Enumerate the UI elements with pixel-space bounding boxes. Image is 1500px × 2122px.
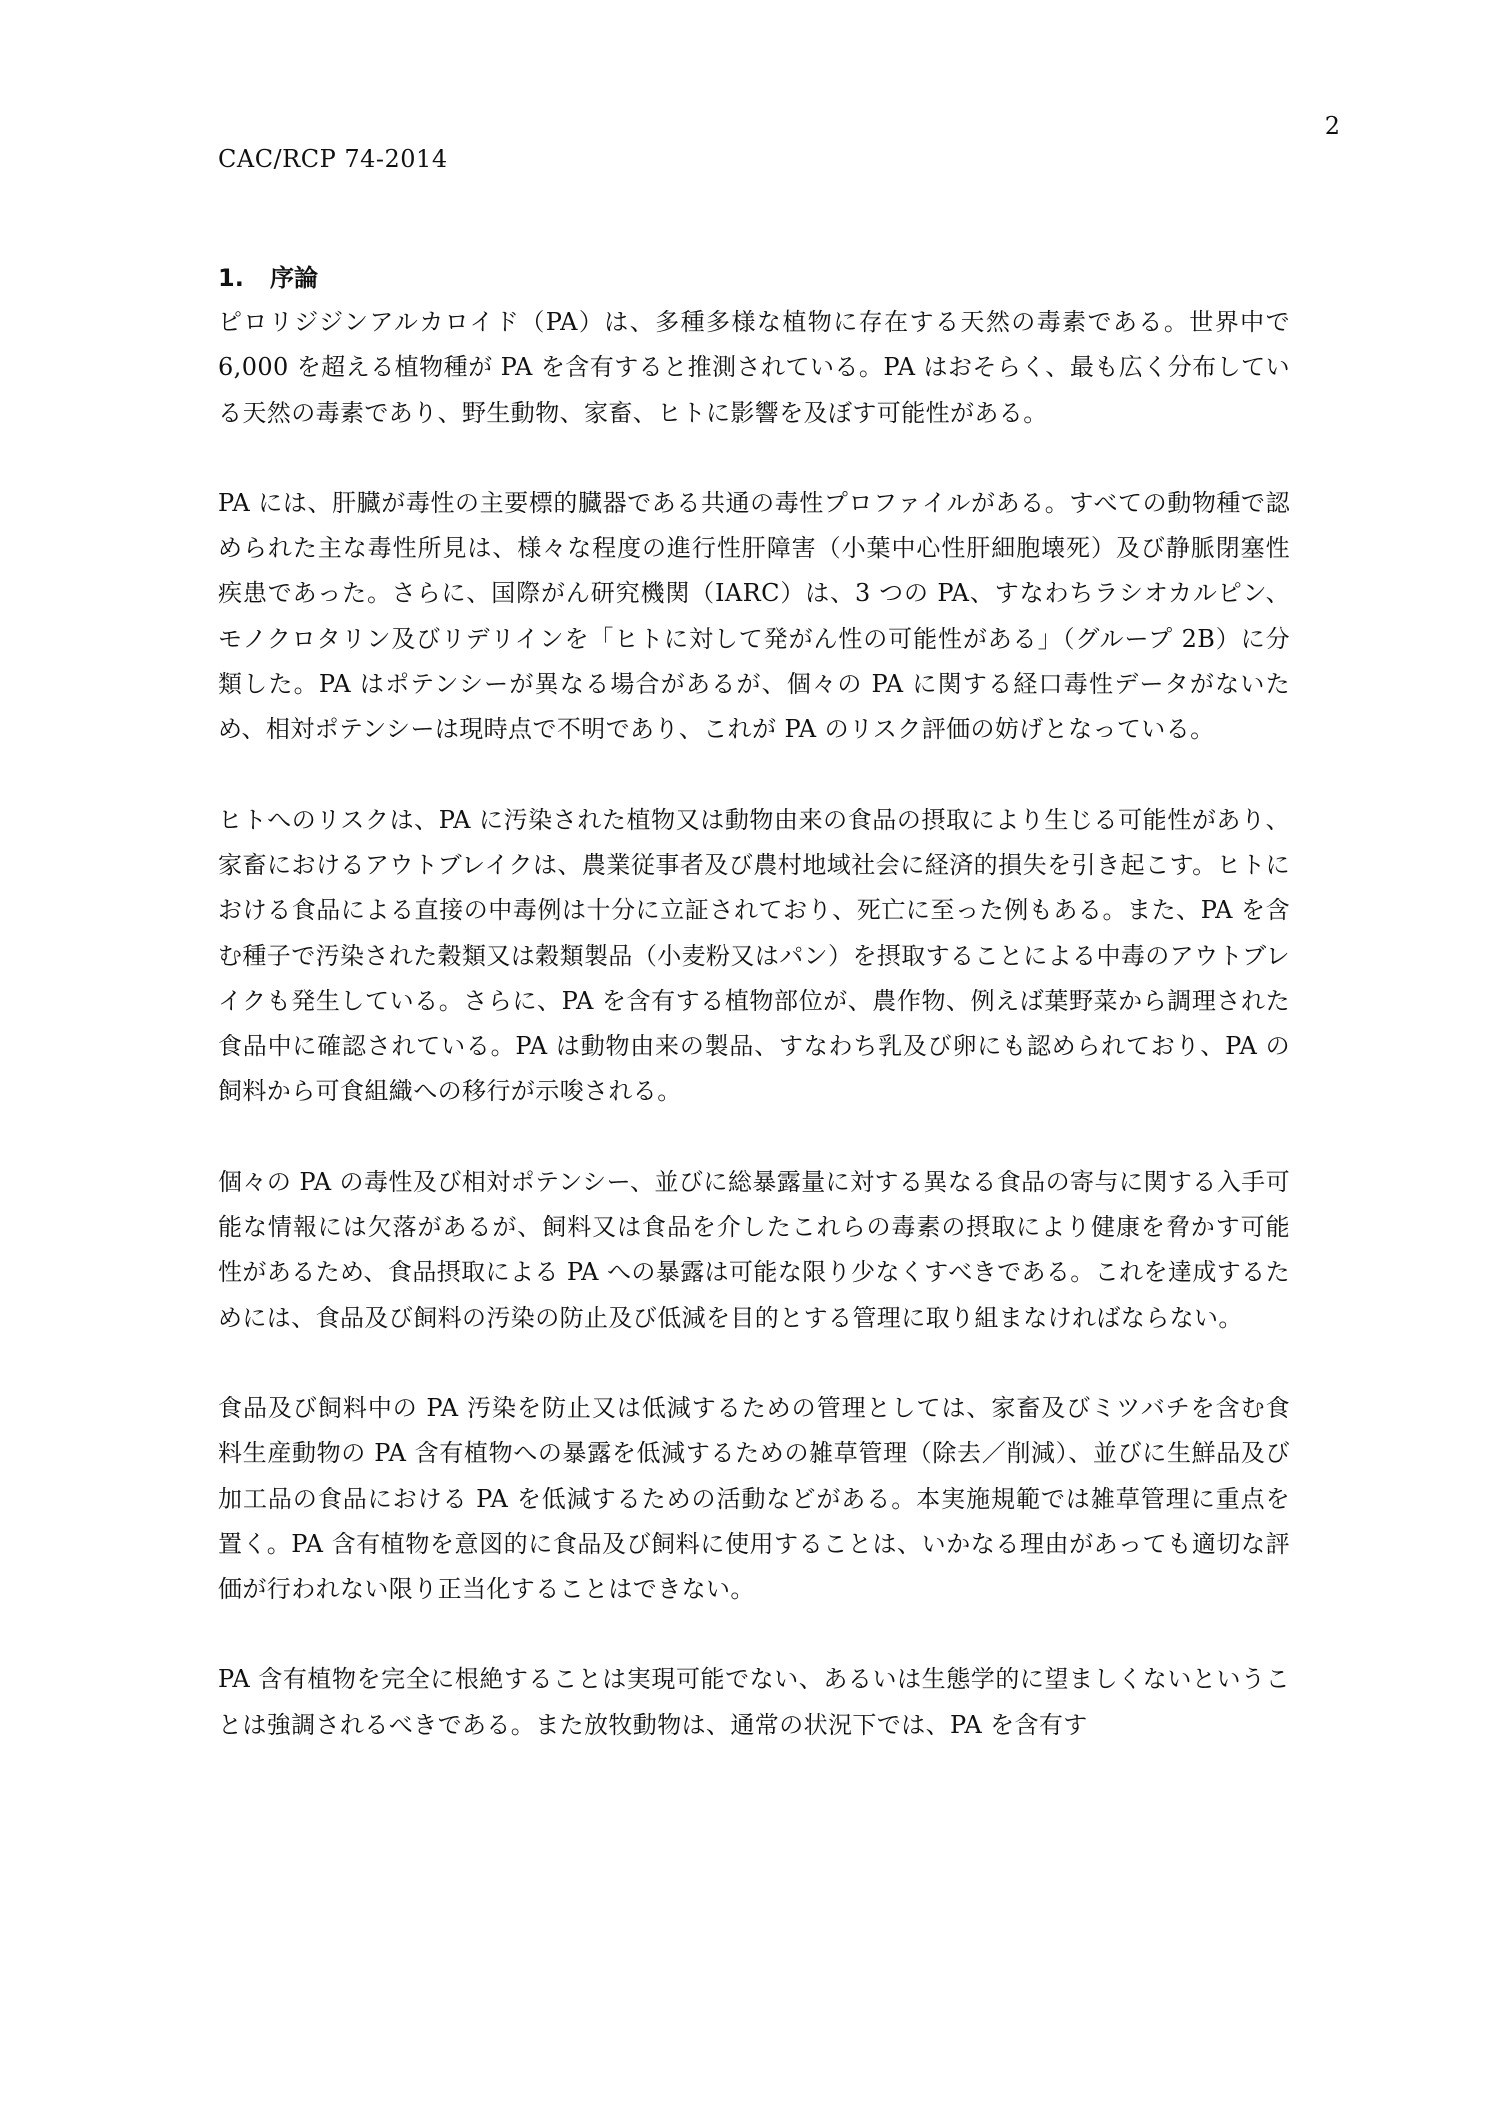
section-heading <box>218 256 1290 300</box>
paragraph-intro: ピロリジジンアルカロイド（PA）は、多種多様な植物に存在する天然の毒素である。世界中で 6,000 を超える植物種が PA を含有すると推測されている。PA はおそらく、最も広く分布している天然の毒素であり、野生動物、家畜、ヒトに影響を及ぼす可能性がある。 <box>218 308 1291 427</box>
page-number: 2 <box>1324 112 1340 140</box>
paragraph-toxicity: PA には、肝臓が毒性の主要標的臓器である共通の毒性プロファイルがある。すべての動物種で認められた主な毒性所見は、様々な程度の進行性肝障害（小葉中心性肝細胞壊死）及び静脈閉塞性疾患であった。さらに、国際がん研究機関（IARC）は、3 つの PA、すなわちラシオカルピン、モノクロタリン及びリデリインを「ヒトに対して発がん性の可能性がある」（グループ 2B）に分類した。PA はポテンシーが異なる場合があるが、個々の PA に関する経口毒性データがないため、相対ポテンシーは現時点で不明であり、これが PA のリスク評価の妨げとなっている。 <box>218 488 1290 744</box>
paragraph-eradication: PA 含有植物を完全に根絶することは実現可能でない、あるいは生態学的に望ましくないということは強調されるべきである。また放牧動物は、通常の状況下では、PA を含有す <box>218 1665 1290 1739</box>
paragraph-exposure: 個々の PA の毒性及び相対ポテンシー、並びに総暴露量に対する異なる食品の寄与に関する入手可能な情報には欠落があるが、飼料又は食品を介したこれらの毒素の摂取により健康を脅かす可能性があるため、食品摂取による PA への暴露は可能な限り少なくすべきである。これを達成するためには、食品及び飼料の汚染の防止及び低減を目的とする管理に取り組まなければならない。 <box>218 1167 1290 1332</box>
paragraph-human-risk: ヒトへのリスクは、PA に汚染された植物又は動物由来の食品の摂取により生じる可能性があり、家畜におけるアウトブレイクは、農業従事者及び農村地域社会に経済的損失を引き起こす。ヒトにおける食品による直接の中毒例は十分に立証されており、死亡に至った例もある。また、PA を含む種子で汚染された穀類又は穀類製品（小麦粉又はパン）を摂取することによる中毒のアウトブレイクも発生している。さらに、PA を含有する植物部位が、農作物、例えば葉野菜から調理された食品中に確認されている。PA は動物由来の製品、すなわち乳及び卵にも認められており、PA の飼料から可食組織への移行が示唆される。 <box>218 805 1290 1106</box>
section-number: 1. <box>218 264 244 292</box>
paragraph-management: 食品及び飼料中の PA 汚染を防止又は低減するための管理としては、家畜及びミツバチを含む食料生産動物の PA 含有植物への暴露を低減するための雑草管理（除去／削減）、並びに生鮮品及び加工品の食品における PA を低減するための活動などがある。本実施規範では雑草管理に重点を置く。PA 含有植物を意図的に食品及び飼料に使用することは、いかなる理由があっても適切な評価が行われない限り正当化することはできない。 <box>218 1393 1290 1604</box>
section-title: 序論 <box>270 264 318 292</box>
document-code: CAC/RCP 74-2014 <box>218 145 448 173</box>
document-body <box>218 256 1290 1748</box>
